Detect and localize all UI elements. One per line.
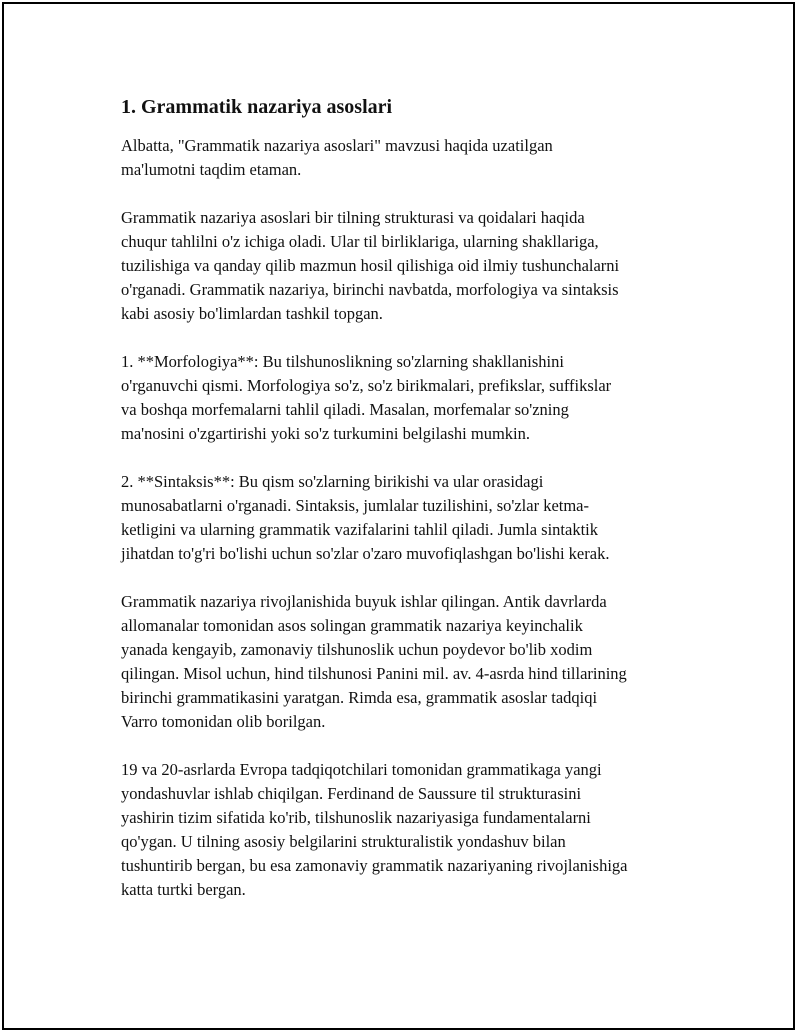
text-line: yashirin tizim sifatida ko'rib, tilshunoslik nazariyasiga fundamentalarni bbox=[121, 808, 591, 827]
text-line: qo'ygan. U tilning asosiy belgilarini strukturalistik yondashuv bilan bbox=[121, 832, 566, 851]
text-line: ma'lumotni taqdim etaman. bbox=[121, 160, 302, 179]
text-line: o'rganuvchi qismi. Morfologiya so'z, so'z birikmalari, prefikslar, suffikslar bbox=[121, 376, 612, 395]
text-line: chuqur tahlilni o'z ichiga oladi. Ular til birliklariga, ularning shakllariga, bbox=[121, 232, 599, 251]
text-line: yondashuvlar ishlab chiqilgan. Ferdinand de Saussure til strukturasini bbox=[121, 784, 582, 803]
text-line: Grammatik nazariya rivojlanishida buyuk ishlar qilingan. Antik davrlarda bbox=[121, 592, 607, 611]
paragraph bbox=[121, 350, 701, 446]
text-line: ketligini va ularning grammatik vazifalarini tahlil qiladi. Jumla sintaktik bbox=[121, 520, 599, 539]
text-line: Albatta, "Grammatik nazariya asoslari" mavzusi haqida uzatilgan bbox=[121, 136, 553, 155]
text-line: 19 va 20-asrlarda Evropa tadqiqotchilari tomonidan grammatikaga yangi bbox=[121, 760, 602, 779]
document-page bbox=[2, 2, 795, 1030]
text-line: yanada kengayib, zamonaviy tilshunoslik uchun poydevor bo'lib xodim bbox=[121, 640, 593, 659]
text-line: tushuntirib bergan, bu esa zamonaviy grammatik nazariyaning rivojlanishiga bbox=[121, 856, 628, 875]
text-line: katta turtki bergan. bbox=[121, 880, 246, 899]
text-line: tuzilishiga va qanday qilib mazmun hosil qilishiga oid ilmiy tushunchalarni bbox=[121, 256, 620, 275]
text-line: kabi asosiy bo'limlardan tashkil topgan. bbox=[121, 304, 383, 323]
text-line: Grammatik nazariya asoslari bir tilning strukturasi va qoidalari haqida bbox=[121, 208, 585, 227]
paragraph bbox=[121, 134, 701, 182]
text-line: Varro tomonidan olib borilgan. bbox=[121, 712, 326, 731]
document-body bbox=[121, 94, 701, 926]
paragraph bbox=[121, 206, 701, 326]
text-line: o'rganadi. Grammatik nazariya, birinchi navbatda, morfologiya va sintaksis bbox=[121, 280, 619, 299]
paragraph bbox=[121, 590, 701, 734]
paragraph bbox=[121, 758, 701, 902]
text-line: va boshqa morfemalarni tahlil qiladi. Masalan, morfemalar so'zning bbox=[121, 400, 569, 419]
paragraph-list bbox=[121, 134, 701, 902]
text-line: allomanalar tomonidan asos solingan grammatik nazariya keyinchalik bbox=[121, 616, 583, 635]
text-line: 1. **Morfologiya**: Bu tilshunoslikning so'zlarning shakllanishini bbox=[121, 352, 564, 371]
text-line: munosabatlarni o'rganadi. Sintaksis, jumlalar tuzilishini, so'zlar ketma- bbox=[121, 496, 590, 515]
text-line: 2. **Sintaksis**: Bu qism so'zlarning birikishi va ular orasidagi bbox=[121, 472, 544, 491]
text-line: qilingan. Misol uchun, hind tilshunosi Panini mil. av. 4-asrda hind tillarining bbox=[121, 664, 627, 683]
text-line: jihatdan to'g'ri bo'lishi uchun so'zlar o'zaro muvofiqlashgan bo'lishi kerak. bbox=[121, 544, 610, 563]
document-title: 1. Grammatik nazariya asoslari bbox=[121, 96, 393, 118]
text-line: ma'nosini o'zgartirishi yoki so'z turkumini belgilashi mumkin. bbox=[121, 424, 531, 443]
paragraph bbox=[121, 470, 701, 566]
text-line: birinchi grammatikasini yaratgan. Rimda esa, grammatik asoslar tadqiqi bbox=[121, 688, 598, 707]
